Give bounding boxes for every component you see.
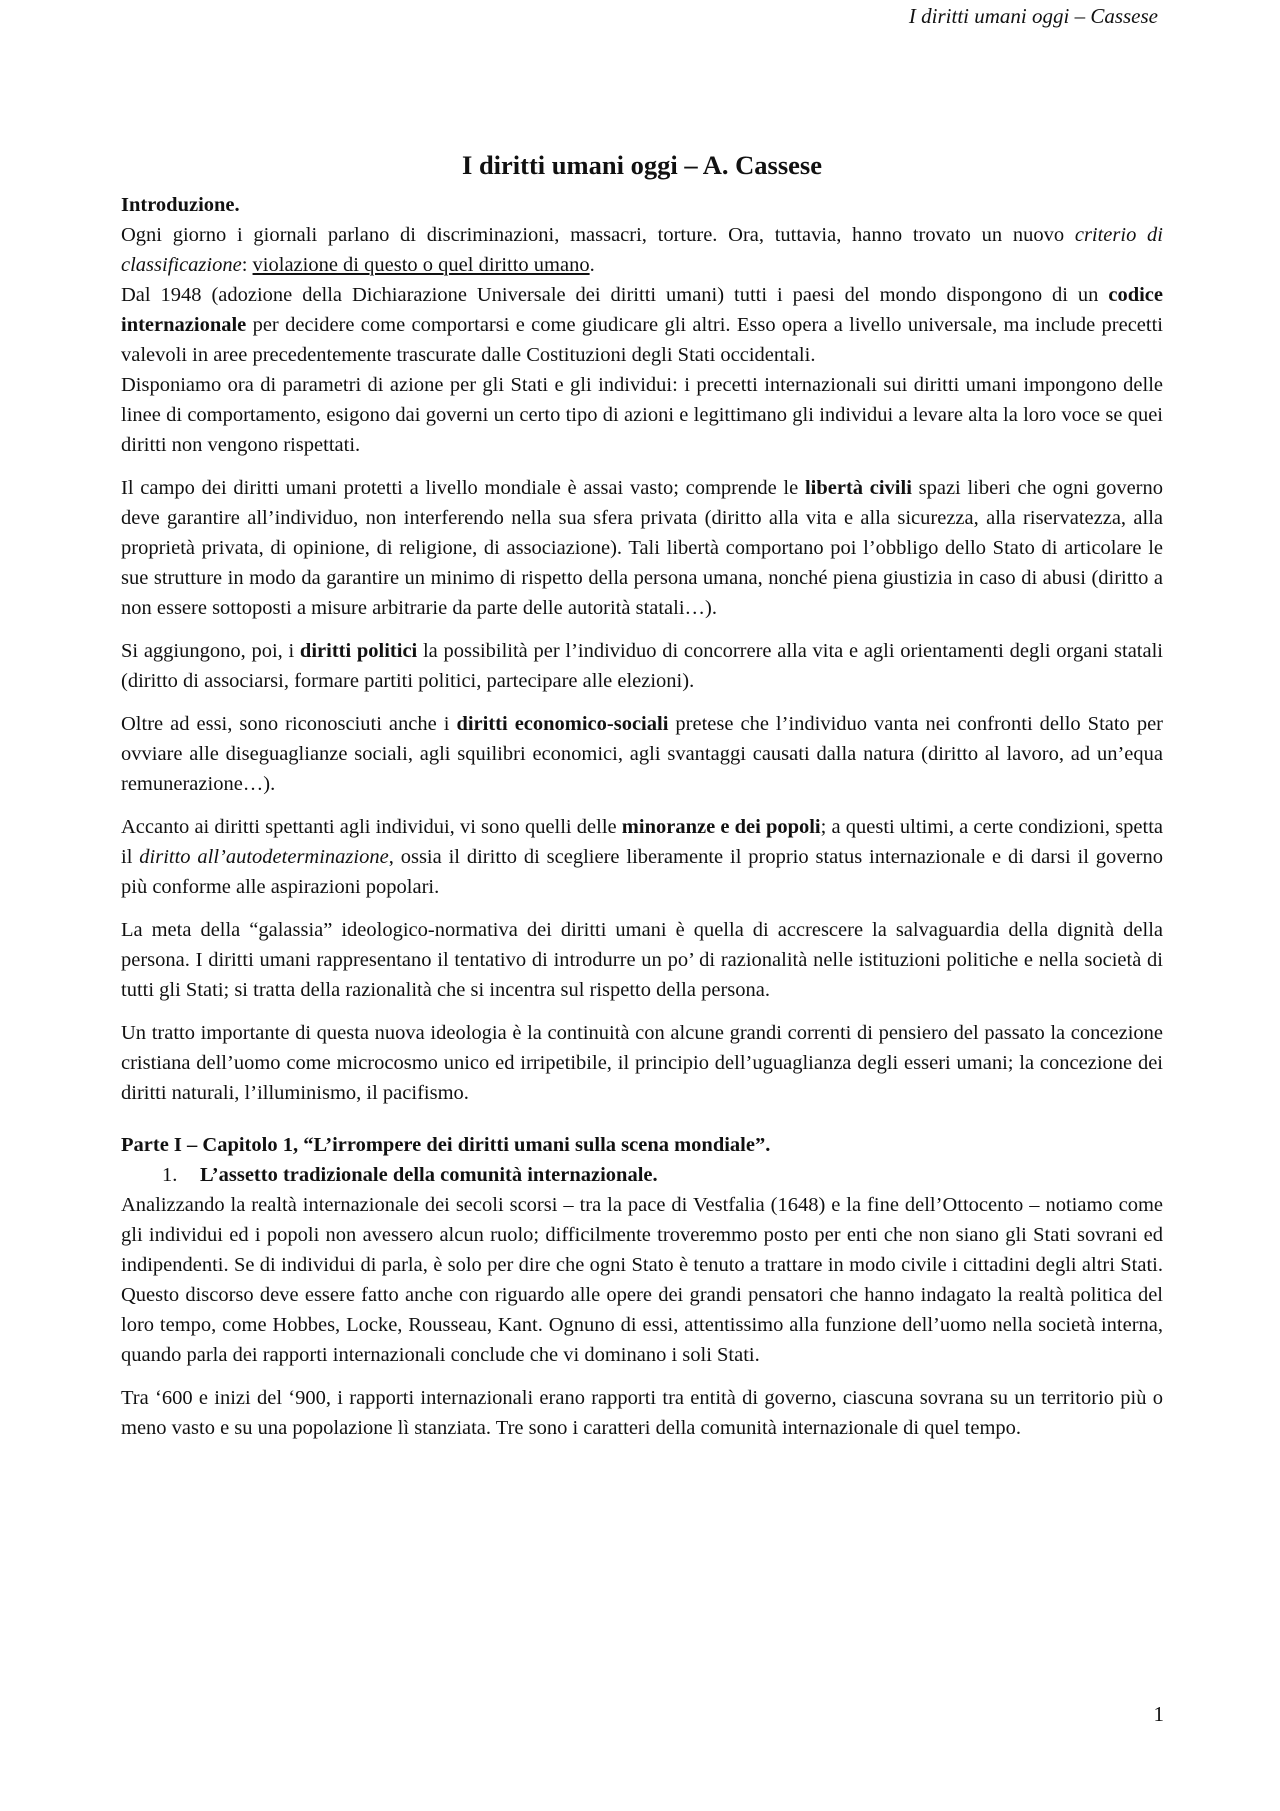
p1-underlined: violazione di questo o quel diritto umano bbox=[252, 254, 590, 276]
p4-text-1: Il campo dei diritti umani protetti a livello mondiale è assai vasto; comprende le bbox=[121, 477, 805, 499]
running-header: I diritti umani oggi – Cassese bbox=[908, 4, 1158, 28]
paragraph-5 bbox=[121, 636, 1163, 696]
paragraph-4 bbox=[121, 473, 1163, 623]
page-number: 1 bbox=[1153, 1702, 1164, 1726]
p2-bold: codice internazionale bbox=[121, 284, 1163, 336]
paragraph-2 bbox=[121, 280, 1163, 370]
p7-text-2: ; a questi ultimi, a certe condizioni, spetta il bbox=[121, 816, 1164, 868]
p2-text-1: Dal 1948 (adozione della Dichiarazione Universale dei diritti umani) tutti i paesi del mondo dispongono di un bbox=[121, 284, 1109, 306]
paragraph-3: Disponiamo ora di parametri di azione per gli Stati e gli individui: i precetti internazionali sui diritti umani impongono delle linee di comportamento, esigono dai governi un certo tipo di azioni e legittimano gli individui a levare alta la loro voce se quei diritti non vengono rispettati. bbox=[121, 374, 1163, 456]
paragraph-8: La meta della “galassia” ideologico-normativa dei diritti umani è quella di accrescere la salvaguardia della dignità della persona. I diritti umani rappresentano il tentativo di introdurre un po’ di razionalità nelle istituzioni politiche e nella società di tutti gli Stati; si tratta della razionalità che si incentra sul rispetto della persona. bbox=[121, 919, 1163, 1001]
p4-text-2: spazi liberi che ogni governo deve garantire all’individuo, non interferendo nella sua sfera privata (diritto alla vita e alla sicurezza, alla riservatezza, alla proprietà privata, di opinione, di religione, di associazione). Tali libertà comportano poi l’obbligo dello Stato di articolare le sue strutture in modo da garantire un minimo di rispetto della persona umana, nonché piena giustizia in caso di abusi (diritto a non essere sottoposti a misure arbitrarie da parte delle autorità statali…). bbox=[121, 477, 1164, 619]
paragraph-9: Un tratto importante di questa nuova ideologia è la continuità con alcune grandi correnti di pensiero del passato la concezione cristiana dell’uomo come microcosmo unico ed irripetibile, il principio dell’uguaglianza degli esseri umani; la concezione dei diritti naturali, l’illuminismo, il pacifismo. bbox=[121, 1022, 1163, 1104]
paragraph-11: Tra ‘600 e inizi del ‘900, i rapporti internazionali erano rapporti tra entità di governo, ciascuna sovrana su un territorio più o meno vasto e su una popolazione lì stanziata. Tre sono i caratteri della comunità internazionale di quel tempo. bbox=[121, 1387, 1163, 1439]
part-heading: Parte I – Capitolo 1, “L’irrompere dei diritti umani sulla scena mondiale”. bbox=[121, 1134, 771, 1156]
p4-bold: libertà civili bbox=[804, 477, 912, 499]
document-title: I diritti umani oggi – A. Cassese bbox=[462, 150, 822, 180]
intro-heading: Introduzione. bbox=[121, 194, 240, 216]
section-title: L’assetto tradizionale della comunità internazionale. bbox=[200, 1164, 658, 1186]
section-number: 1. bbox=[162, 1164, 178, 1186]
p5-bold: diritti politici bbox=[299, 640, 418, 662]
p7-text-3: , ossia il diritto di scegliere liberamente il proprio status internazionale e di darsi il governo più conforme alle aspirazioni popolari. bbox=[121, 846, 1163, 898]
p2-text-2: per decidere come comportarsi e come giudicare gli altri. Esso opera a livello universale, ma include precetti valevoli in aree precedentemente trascurate dalle Costituzioni degli Stati occidentali. bbox=[121, 314, 1163, 366]
p1-text-2: : bbox=[241, 254, 253, 276]
p5-text-2: la possibilità per l’individuo di concorrere alla vita e agli orientamenti degli organi statali (diritto di associarsi, formare partiti politici, partecipare alle elezioni). bbox=[121, 640, 1163, 692]
document-body bbox=[121, 148, 1163, 1443]
p6-text-2: pretese che l’individuo vanta nei confronti dello Stato per ovviare alle diseguaglianze sociali, agli squilibri economici, agli svantaggi causati dalla natura (diritto al lavoro, ad un’equa remunerazione…). bbox=[121, 713, 1163, 795]
p1-text-1: Ogni giorno i giornali parlano di discriminazioni, massacri, torture. Ora, tuttavia, hanno trovato un nuovo bbox=[121, 224, 1075, 246]
p1-italic: criterio di classificazione bbox=[121, 224, 1163, 276]
section-heading-1 bbox=[121, 1160, 1163, 1190]
p7-italic: diritto all’autodeterminazione bbox=[139, 846, 389, 868]
p1-text-3: . bbox=[589, 254, 595, 276]
paragraph-7 bbox=[121, 812, 1163, 902]
paragraph-6 bbox=[121, 709, 1163, 799]
p7-text-1: Accanto ai diritti spettanti agli individui, vi sono quelli delle bbox=[121, 816, 622, 838]
paragraph-1 bbox=[121, 220, 1163, 280]
p6-text-1: Oltre ad essi, sono riconosciuti anche i bbox=[121, 713, 457, 735]
p6-bold: diritti economico-sociali bbox=[456, 713, 669, 735]
p5-text-1: Si aggiungono, poi, i bbox=[121, 640, 300, 662]
paragraph-10: Analizzando la realtà internazionale dei secoli scorsi – tra la pace di Vestfalia (1648) e la fine dell’Ottocento – notiamo come gli individui ed i popoli non avessero alcun ruolo; difficilmente troveremmo posto per enti che non siano gli Stati sovrani ed indipendenti. Se di individui di parla, è solo per dire che ogni Stato è tenuto a trattare in modo civile i cittadini degli altri Stati. Questo discorso deve essere fatto anche con riguardo alle opere dei grandi pensatori che hanno indagato la realtà politica del loro tempo, come Hobbes, Locke, Rousseau, Kant. Ognuno di essi, attentissimo alla funzione dell’uomo nella società interna, quando parla dei rapporti internazionali conclude che vi dominano i soli Stati. bbox=[121, 1194, 1163, 1366]
p7-bold: minoranze e dei popoli bbox=[621, 816, 821, 838]
